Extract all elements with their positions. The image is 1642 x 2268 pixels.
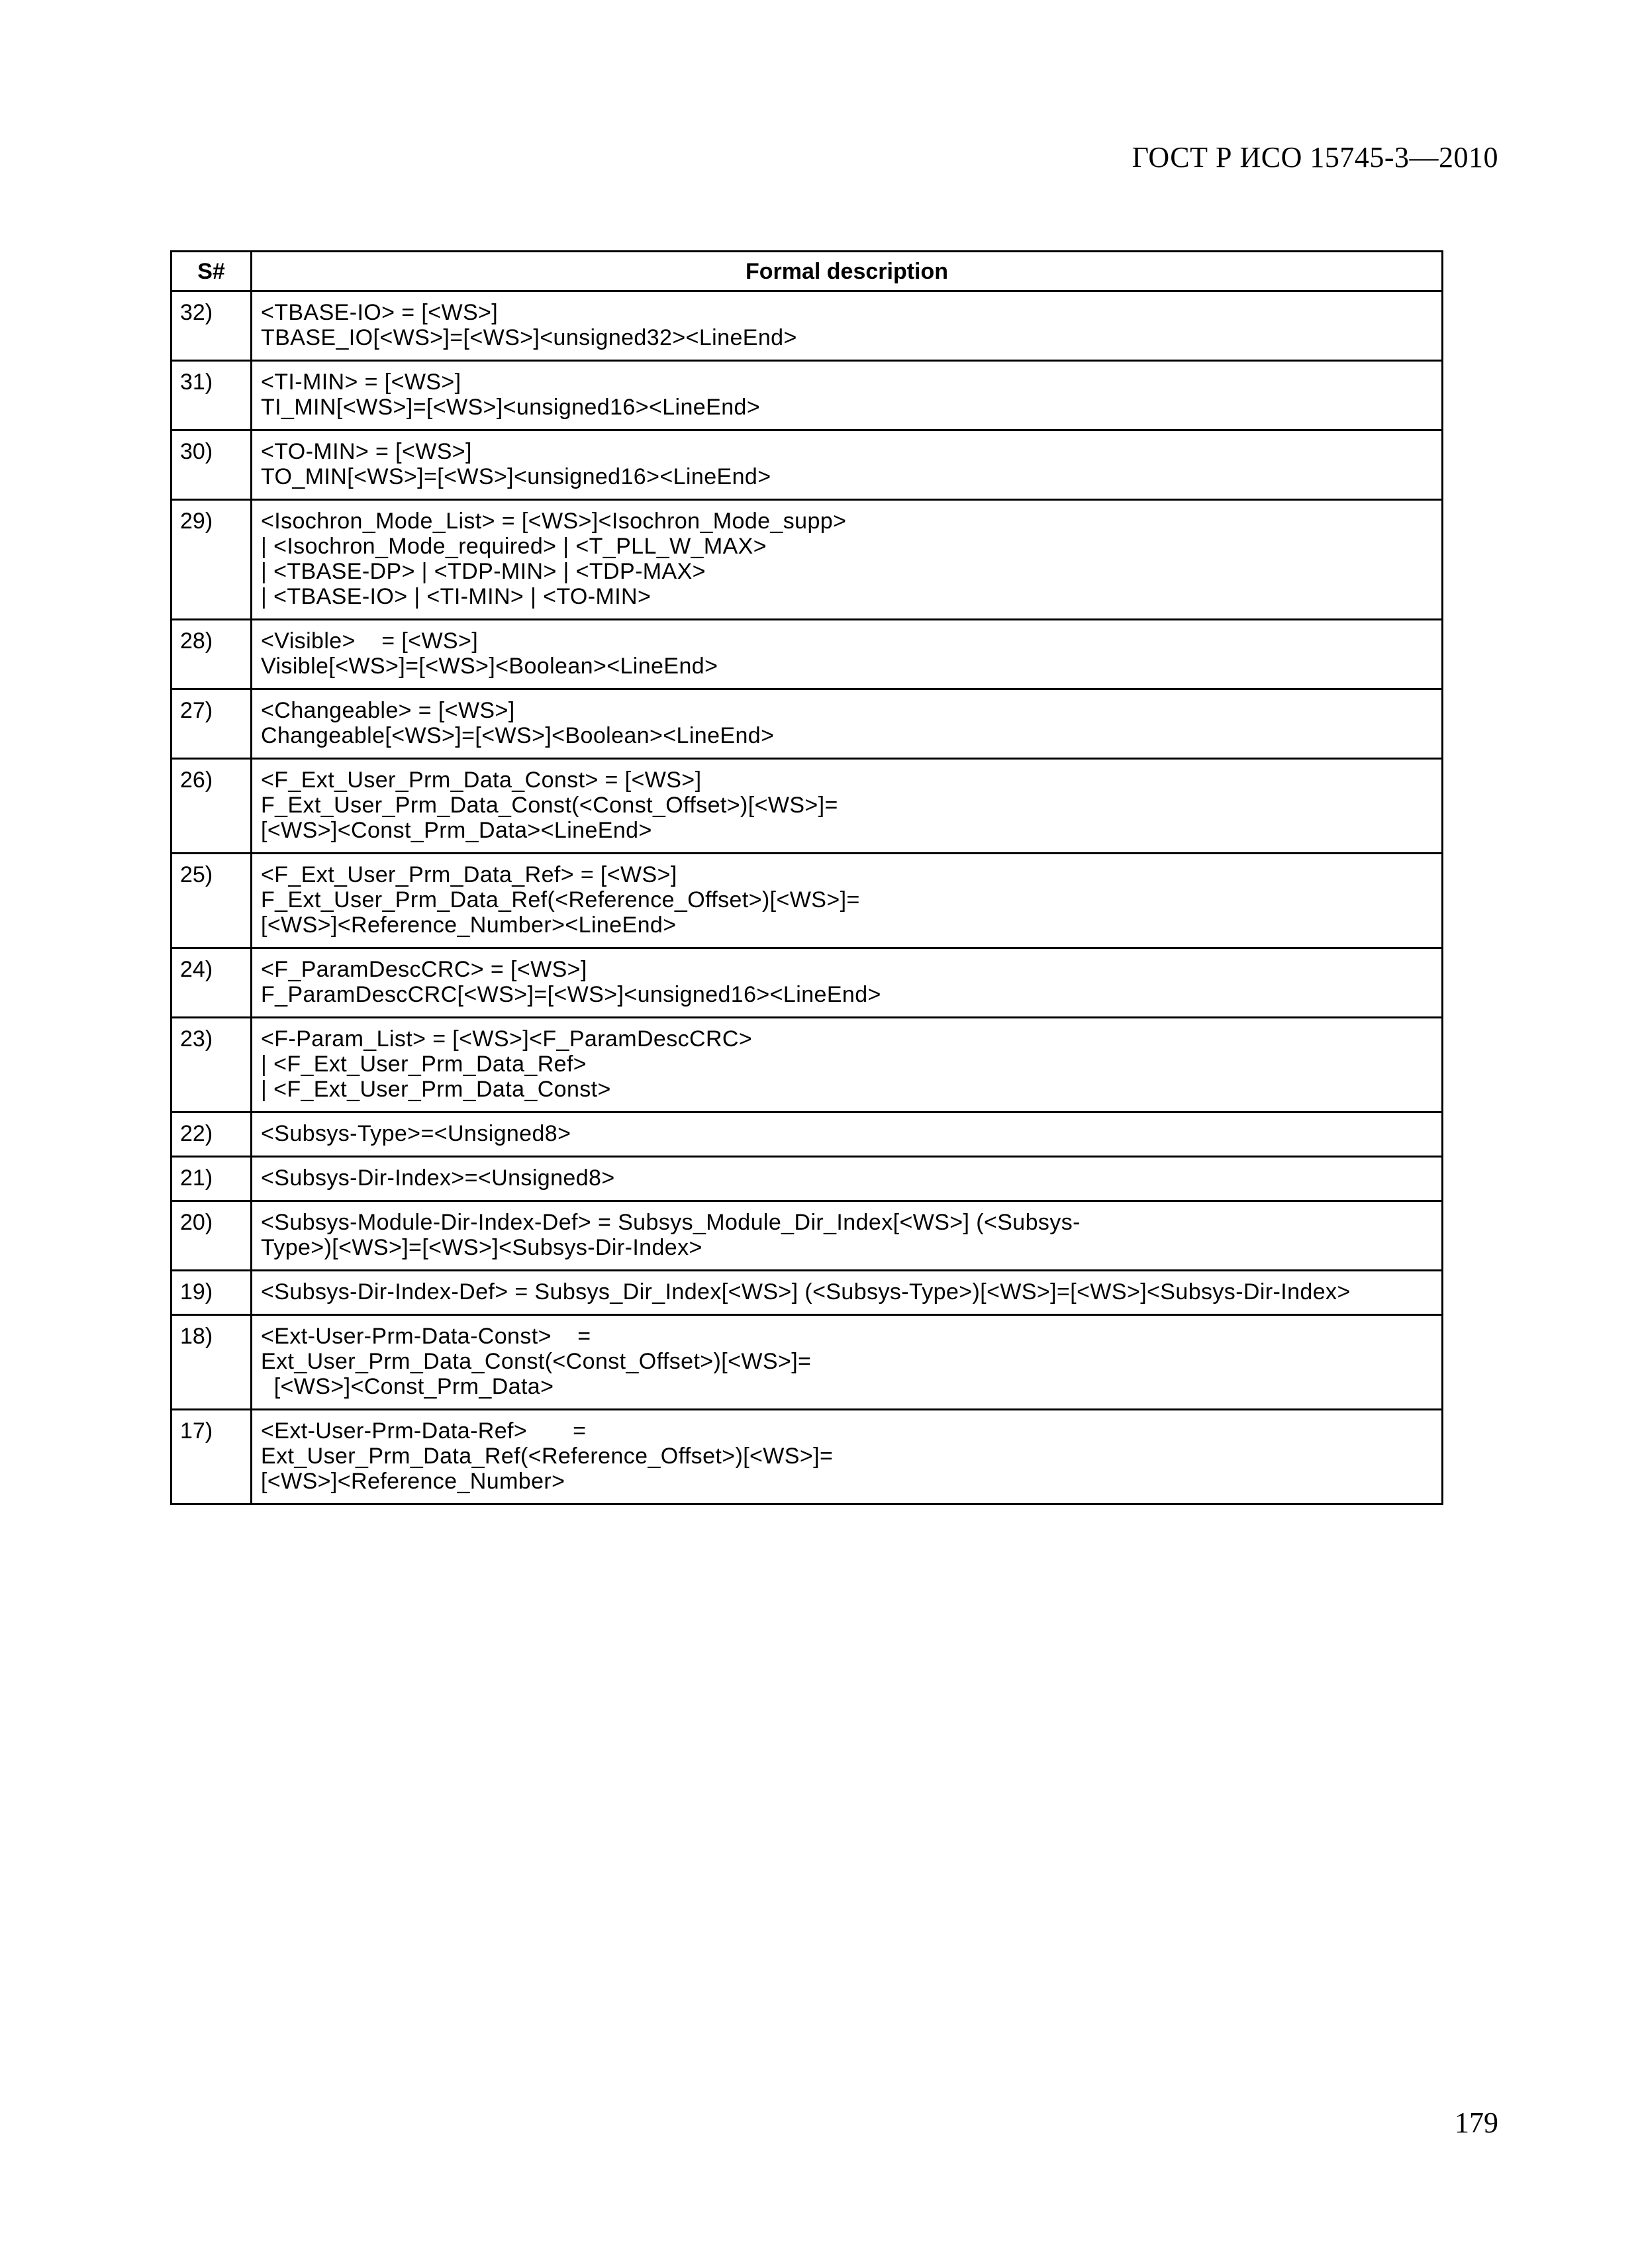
row-description: <Visible> = [<WS>] Visible[<WS>]=[<WS>]<Boolean><LineEnd> — [252, 620, 1443, 689]
table-row — [171, 500, 1443, 620]
row-number: 24) — [171, 948, 252, 1018]
table-body — [171, 291, 1443, 1504]
row-number: 25) — [171, 854, 252, 948]
table-row — [171, 291, 1443, 361]
row-description: <Subsys-Dir-Index-Def> = Subsys_Dir_Index[<WS>] (<Subsys-Type>)[<WS>]=[<WS>]<Subsys-Dir-Index> — [252, 1271, 1443, 1315]
column-header-number: S# — [171, 252, 252, 291]
table-row — [171, 1271, 1443, 1315]
row-description: <F-Param_List> = [<WS>]<F_ParamDescCRC> | <F_Ext_User_Prm_Data_Ref> | <F_Ext_User_Prm_Data_Const> — [252, 1018, 1443, 1112]
row-number: 18) — [171, 1315, 252, 1410]
page-number: 179 — [1455, 2106, 1498, 2139]
table-header-row — [171, 252, 1443, 291]
row-number: 23) — [171, 1018, 252, 1112]
row-description: <Ext-User-Prm-Data-Const> = Ext_User_Prm_Data_Const(<Const_Offset>)[<WS>]= [<WS>]<Const_Prm_Data> — [252, 1315, 1443, 1410]
formal-description-table — [170, 250, 1443, 1505]
table-row — [171, 361, 1443, 430]
row-number: 17) — [171, 1410, 252, 1504]
table-row — [171, 759, 1443, 854]
row-number: 28) — [171, 620, 252, 689]
row-description: <Subsys-Dir-Index>=<Unsigned8> — [252, 1157, 1443, 1201]
row-number: 22) — [171, 1112, 252, 1157]
table-row — [171, 1410, 1443, 1504]
table-row — [171, 620, 1443, 689]
table-row — [171, 1018, 1443, 1112]
row-description: <F_Ext_User_Prm_Data_Ref> = [<WS>] F_Ext_User_Prm_Data_Ref(<Reference_Offset>)[<WS>]= [<WS>]<Reference_Number><LineEnd> — [252, 854, 1443, 948]
table-row — [171, 430, 1443, 500]
row-description: <F_Ext_User_Prm_Data_Const> = [<WS>] F_Ext_User_Prm_Data_Const(<Const_Offset>)[<WS>]= [<WS>]<Const_Prm_Data><LineEnd> — [252, 759, 1443, 854]
row-description: <TO-MIN> = [<WS>] TO_MIN[<WS>]=[<WS>]<unsigned16><LineEnd> — [252, 430, 1443, 500]
row-number: 29) — [171, 500, 252, 620]
row-description: <TBASE-IO> = [<WS>] TBASE_IO[<WS>]=[<WS>]<unsigned32><LineEnd> — [252, 291, 1443, 361]
row-number: 31) — [171, 361, 252, 430]
row-number: 20) — [171, 1201, 252, 1271]
table-row — [171, 1157, 1443, 1201]
row-description: <TI-MIN> = [<WS>] TI_MIN[<WS>]=[<WS>]<unsigned16><LineEnd> — [252, 361, 1443, 430]
table-row — [171, 1315, 1443, 1410]
row-number: 21) — [171, 1157, 252, 1201]
row-description: <F_ParamDescCRC> = [<WS>] F_ParamDescCRC[<WS>]=[<WS>]<unsigned16><LineEnd> — [252, 948, 1443, 1018]
table-row — [171, 854, 1443, 948]
table-row — [171, 1201, 1443, 1271]
row-number: 19) — [171, 1271, 252, 1315]
document-header-title: ГОСТ Р ИСО 15745-3—2010 — [1132, 141, 1498, 173]
row-description: <Changeable> = [<WS>] Changeable[<WS>]=[<WS>]<Boolean><LineEnd> — [252, 689, 1443, 759]
table-row — [171, 1112, 1443, 1157]
row-number: 32) — [171, 291, 252, 361]
row-number: 26) — [171, 759, 252, 854]
table-row — [171, 948, 1443, 1018]
row-number: 30) — [171, 430, 252, 500]
column-header-description: Formal description — [252, 252, 1443, 291]
table-row — [171, 689, 1443, 759]
row-number: 27) — [171, 689, 252, 759]
row-description: <Subsys-Module-Dir-Index-Def> = Subsys_Module_Dir_Index[<WS>] (<Subsys- Type>)[<WS>]=[<WS>]<Subsys-Dir-Index> — [252, 1201, 1443, 1271]
row-description: <Ext-User-Prm-Data-Ref> = Ext_User_Prm_Data_Ref(<Reference_Offset>)[<WS>]= [<WS>]<Reference_Number> — [252, 1410, 1443, 1504]
row-description: <Isochron_Mode_List> = [<WS>]<Isochron_Mode_supp> | <Isochron_Mode_required> | <T_PLL_W_MAX> | <TBASE-DP> | <TDP-MIN> | <TDP-MAX> | <TBASE-IO> | <TI-MIN> | <TO-MIN> — [252, 500, 1443, 620]
row-description: <Subsys-Type>=<Unsigned8> — [252, 1112, 1443, 1157]
